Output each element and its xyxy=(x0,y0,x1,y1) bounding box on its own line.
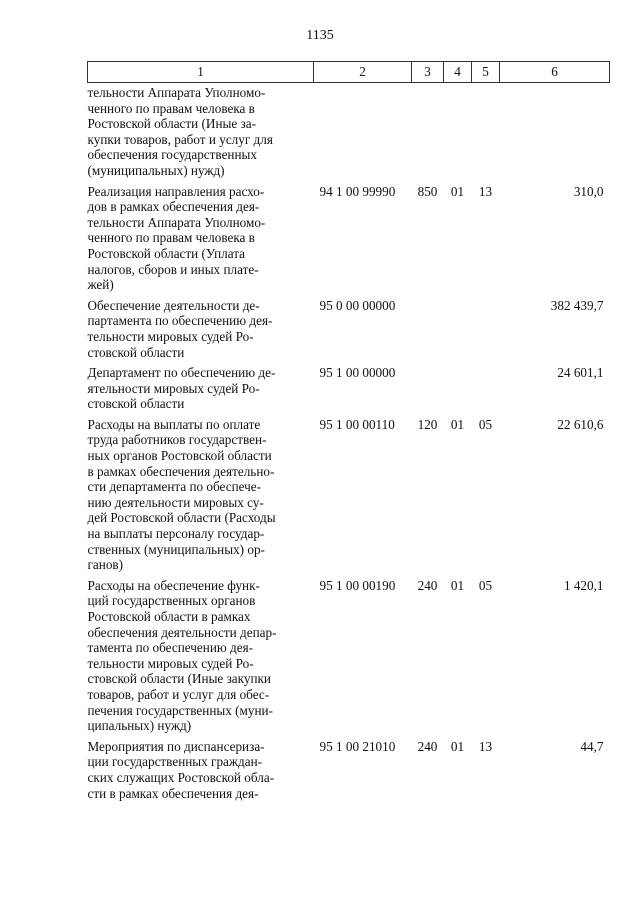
amount-value xyxy=(500,83,610,179)
description-line: ченного по правам человека в xyxy=(87,100,255,116)
section-code: 01 xyxy=(450,738,465,754)
table-row xyxy=(88,83,610,179)
section-code xyxy=(444,83,472,179)
expense-type-code xyxy=(412,293,444,360)
description-line: тельности мировых судей Ро- xyxy=(87,655,254,671)
section-code xyxy=(444,293,472,360)
description-line: жей) xyxy=(87,277,114,293)
description-line: тамента по обеспечению дея- xyxy=(87,640,254,656)
target-article-code: 95 1 00 21010 xyxy=(319,738,396,754)
amount-value: 310,0 xyxy=(573,183,604,199)
amount-value: 44,7 xyxy=(580,738,604,754)
description-line: обеспечения деятельности депар- xyxy=(87,624,277,640)
target-article-code: 95 1 00 00190 xyxy=(319,577,396,593)
description-line: стовской области xyxy=(87,396,185,412)
table-row xyxy=(88,293,610,360)
target-article-code xyxy=(314,83,412,179)
table-row xyxy=(88,573,610,734)
budget-table xyxy=(87,61,610,801)
description-line: обеспечения государственных xyxy=(87,147,257,163)
column-number-4: 4 xyxy=(444,62,472,83)
description-line: на выплаты персоналу государ- xyxy=(87,526,265,542)
subsection-code: 13 xyxy=(478,738,493,754)
row-description xyxy=(88,83,314,179)
description-line: дей Ростовской области (Расходы xyxy=(87,510,276,526)
row-description xyxy=(88,412,314,573)
description-line: ских служащих Ростовской обла- xyxy=(87,769,275,785)
description-line: печения государственных (муни- xyxy=(87,702,273,718)
description-line: Департамент по обеспечению де- xyxy=(87,365,276,381)
target-article-code: 95 1 00 00110 xyxy=(319,416,395,432)
description-line: (муниципальных) нужд) xyxy=(87,162,225,178)
subsection-code: 13 xyxy=(478,183,493,199)
amount-value: 22 610,6 xyxy=(557,416,604,432)
description-line: Расходы на обеспечение функ- xyxy=(87,577,260,593)
section-code: 01 xyxy=(450,183,465,199)
description-line: партамента по обеспечению дея- xyxy=(87,313,273,329)
row-description xyxy=(88,360,314,412)
subsection-code xyxy=(472,293,500,360)
section-code xyxy=(444,360,472,412)
expense-type-code: 240 xyxy=(417,738,438,754)
subsection-code: 05 xyxy=(478,577,493,593)
description-line: сти департамента по обеспече- xyxy=(87,479,262,495)
description-line: Мероприятия по диспансериза- xyxy=(87,738,265,754)
description-line: ганов) xyxy=(87,557,124,573)
amount-value: 1 420,1 xyxy=(563,577,604,593)
expense-type-code: 240 xyxy=(417,577,438,593)
table-row xyxy=(88,179,610,293)
description-line: ных органов Ростовской области xyxy=(87,448,272,464)
table-row xyxy=(88,734,610,801)
amount-value: 24 601,1 xyxy=(557,365,604,381)
table-row xyxy=(88,412,610,573)
description-line: Реализация направления расхо- xyxy=(87,183,265,199)
description-line: нию деятельности мировых су- xyxy=(87,494,264,510)
target-article-code: 94 1 00 99990 xyxy=(319,183,396,199)
target-article-code: 95 0 00 00000 xyxy=(319,297,396,313)
description-line: стовской области (Иные закупки xyxy=(87,671,271,687)
amount-value: 382 439,7 xyxy=(550,297,604,313)
subsection-code xyxy=(472,360,500,412)
description-line: налогов, сборов и иных плате- xyxy=(87,261,259,277)
row-description xyxy=(88,734,314,801)
column-number-6: 6 xyxy=(500,62,610,83)
row-description xyxy=(88,179,314,293)
description-line: стовской области xyxy=(87,344,185,360)
description-line: Ростовской области в рамках xyxy=(87,609,251,624)
description-line: Обеспечение деятельности де- xyxy=(87,297,260,313)
description-line: сти в рамках обеспечения дея- xyxy=(87,785,259,801)
description-line: в рамках обеспечения деятельно- xyxy=(87,463,275,479)
description-line: ципальных) нужд) xyxy=(87,718,192,734)
column-number-3: 3 xyxy=(412,62,444,83)
expense-type-code: 120 xyxy=(417,416,438,432)
description-line: ятельности мировых судей Ро- xyxy=(87,380,260,396)
description-line: ций государственных органов xyxy=(87,593,256,609)
description-line: Расходы на выплаты по оплате xyxy=(87,416,261,432)
description-line: ченного по правам человека в xyxy=(87,230,255,246)
section-code: 01 xyxy=(450,577,465,593)
description-line: тельности мировых судей Ро- xyxy=(87,328,254,344)
column-number-header-row xyxy=(88,62,610,83)
section-code: 01 xyxy=(450,416,465,432)
description-line: тельности Аппарата Уполномо- xyxy=(87,85,266,100)
table-row xyxy=(88,360,610,412)
expense-type-code xyxy=(412,360,444,412)
target-article-code: 95 1 00 00000 xyxy=(319,365,396,381)
column-number-1: 1 xyxy=(88,62,314,83)
expense-type-code xyxy=(412,83,444,179)
column-number-2: 2 xyxy=(314,62,412,83)
description-line: купки товаров, работ и услуг для xyxy=(87,131,273,147)
description-line: труда работников государствен- xyxy=(87,432,267,448)
subsection-code: 05 xyxy=(478,416,493,432)
expense-type-code: 850 xyxy=(417,183,438,199)
description-line: ственных (муниципальных) ор- xyxy=(87,541,265,557)
description-line: товаров, работ и услуг для обес- xyxy=(87,686,270,702)
column-number-5: 5 xyxy=(472,62,500,83)
description-line: тельности Аппарата Уполномо- xyxy=(87,214,266,230)
description-line: ции государственных граждан- xyxy=(87,754,263,770)
description-line: Ростовской области (Уплата xyxy=(87,245,246,261)
description-line: Ростовской области (Иные за- xyxy=(87,116,256,132)
subsection-code xyxy=(472,83,500,179)
row-description xyxy=(88,293,314,360)
description-line: дов в рамках обеспечения дея- xyxy=(87,199,260,215)
page-number: 1135 xyxy=(306,28,334,43)
row-description xyxy=(88,573,314,734)
table-body xyxy=(88,83,610,802)
